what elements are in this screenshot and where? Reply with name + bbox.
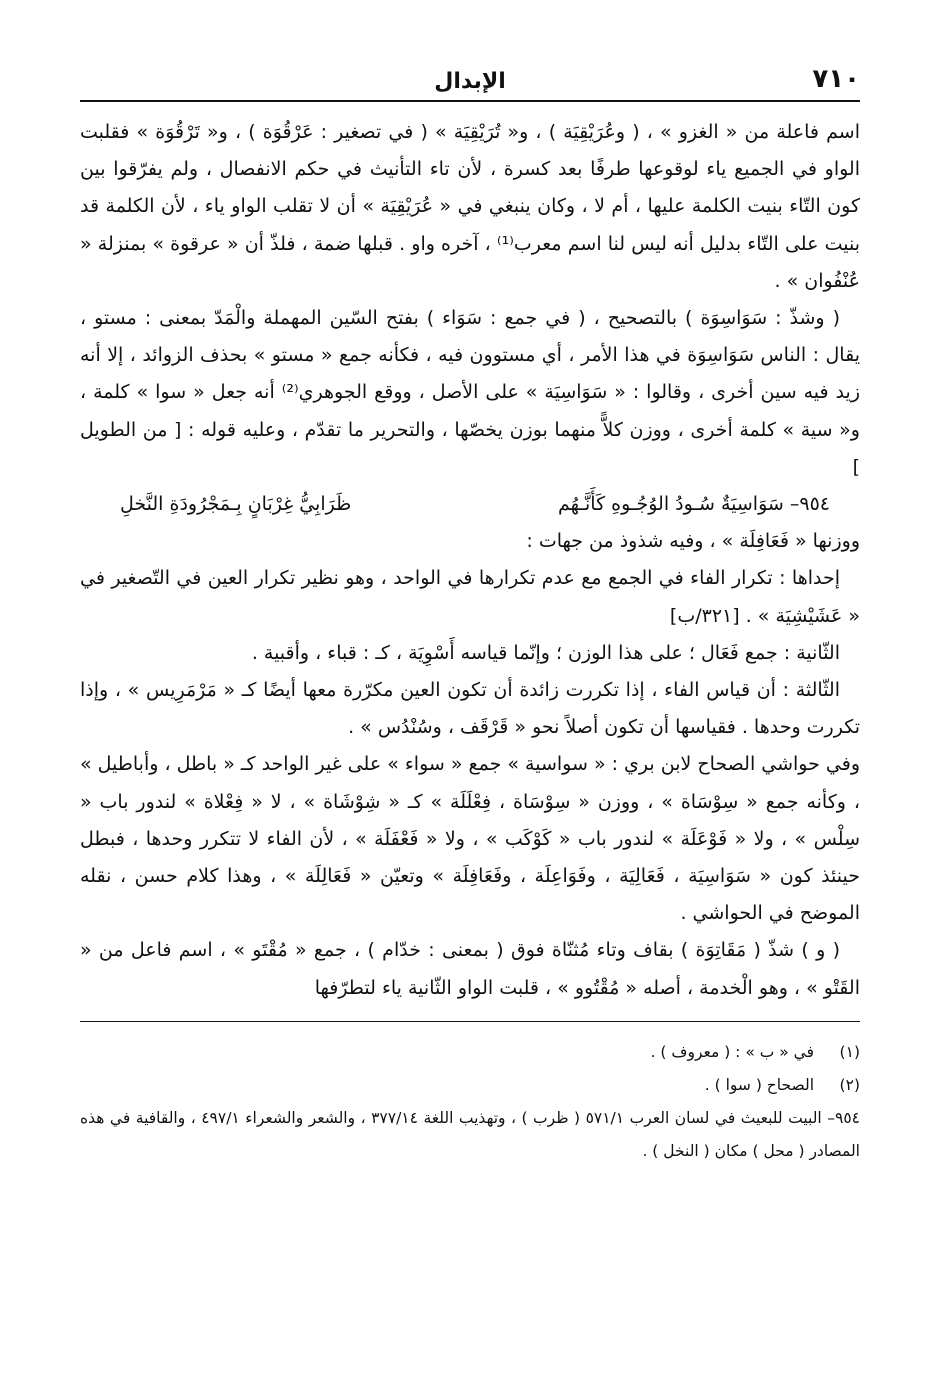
- paragraph: الثّالثة : أن قياس الفاء ، إذا تكررت زائدة أن تكون العين مكرّرة معها أيضًا كـ « مَرْمَرِيس » ، وإذا تكررت وحدها . فقياسها أن تكون أصلاً نحو « قَرْقَف ، وسُنْدُس » .: [80, 679, 860, 739]
- page-header: [80, 60, 860, 102]
- running-title: الإبدال: [434, 69, 506, 94]
- poetry-verse: [80, 486, 860, 523]
- paragraph: وفي حواشي الصحاح لابن بري : « سواسية » جمع « سواء » على غير الواحد كـ « باطل ، وأباطيل » ، وكأنه جمع « سِوْسَاة » ، ووزن « سِوْسَاة ، فِعْلَلَة » كـ « شِوْشَاة » ، لا « فِعْلاة » لندور باب « سِلْس » ، ولا « فَوْعَلَة » لندور باب « كَوْكَب » ، ولا « فَعْفَلَة » ، لأن الفاء لا تتكرر وحدها ، فبطل حينئذ كون « سَوَاسِيَة ، فَعَالِيَة ، وفَوَاعِلَة ، وفَعَافِلَة » وتعيّن « فَعَالِلَة » ، وهذا كلام حسن ، نقله الموضح في الحواشي .: [79, 753, 860, 925]
- paragraph: ( وشذّ : سَوَاسِوَة ) بالتصحيح ، ( في جمع : سَوَاء ) بفتح السّين المهملة والْمَدّ بمعنى : مستو ، يقال : الناس سَوَاسِوَة في هذا الأمر ، أي مستوون فيه ، فكأنه جمع « مستو » بحذف الزوائد ، إلا أنه زيد فيه سين أخرى ، وقالوا : « سَوَاسِيَة » على الأصل ، ووقع الجوهري⁽²⁾ أنه جعل « سوا » كلمة ، و« سية » كلمة أخرى ، ووزن كلاًّ منهما بوزن يخصّها ، والتحرير ما تقدّم ، وعليه قوله : [ من الطويل ]: [80, 307, 860, 478]
- footnote-number: (١): [839, 1042, 860, 1061]
- footnote-text: الصحاح ( سوا ) .: [704, 1075, 814, 1094]
- page-number: ٧١٠: [812, 64, 860, 94]
- verse-source-note: ٩٥٤– البيت للبعيث في لسان العرب ٥٧١/١ ( ظرب ) ، وتهذيب اللغة ٣٧٧/١٤ ، والشعر والشعراء ٤٩٧/١ ، والقافية في هذه المصادر ( محل ) مكان ( النخل ) .: [80, 1108, 860, 1160]
- footnotes: [80, 1036, 860, 1168]
- footnote-number: (٢): [839, 1075, 860, 1094]
- verse-second-hemistich: ظَرَابِيُّ غِرْبَانٍ بِـمَجْرُودَةِ النَّخلِ: [120, 493, 352, 516]
- paragraph: ووزنها « فَعَافِلَة » ، وفيه شذوذ من جهات :: [526, 530, 860, 553]
- paragraph: إحداها : تكرار الفاء في الجمع مع عدم تكرارها في الواحد ، وهو نظير تكرار العين في التّصغير في « عَشَيْشِيَة » . [٣٢١/ب]: [80, 567, 860, 627]
- footnote: [80, 1036, 860, 1069]
- book-page: [80, 60, 860, 1320]
- footnote-divider: [80, 1021, 860, 1022]
- paragraph: ( و ) شذّ ( مَقَاتِوَة ) بقاف وتاء مُثنّاة فوق ( بمعنى : خدّام ) ، جمع « مُقْتَو » ، اسم فاعل من « القَتْو » ، وهو الْخدمة ، أصله « مُقْتُوو » ، قلبت الواو الثّانية ياء لتطرّفها: [80, 939, 860, 999]
- paragraph: الثّانية : جمع فَعَال ؛ على هذا الوزن ؛ وإنّما قياسه أَسْوِيَة ، كـ : قباء ، وأقبية .: [251, 641, 840, 664]
- verse-first-hemistich: ٩٥٤– سَوَاسِيَةٌ سُـودُ الوُجُـوهِ كَأَنَّـهُم: [558, 493, 830, 516]
- main-text: [80, 114, 860, 1007]
- footnote-text: في « ب » : ( معروف ) .: [650, 1042, 814, 1061]
- footnote: [80, 1069, 860, 1102]
- paragraph: اسم فاعلة من « الغزو » ، ( وعُرَيْقِيَة ) ، و« تُرَيْقِيَة » ( في تصغير : عَرْقُوَة ) ، و« تَرْقُوَة » فقلبت الواو في الجميع ياء لوقوعها طرفًا بعد كسرة ، لأن تاء التأنيث في حكم الانفصال ، ولم يفرّقوا بين كون التّاء بنيت الكلمة عليها ، أم لا ، وكان ينبغي في « عُرَيْقِيَة » أن لا تقلب الواو ياء ، لأن الكلمة قد بنيت على التّاء بدليل أنه ليس لنا اسم معرب⁽¹⁾ ، آخره واو . قبلها ضمة ، فلذّ أن « عرقوة » بمنزلة « عُنْفُوان » .: [80, 121, 860, 292]
